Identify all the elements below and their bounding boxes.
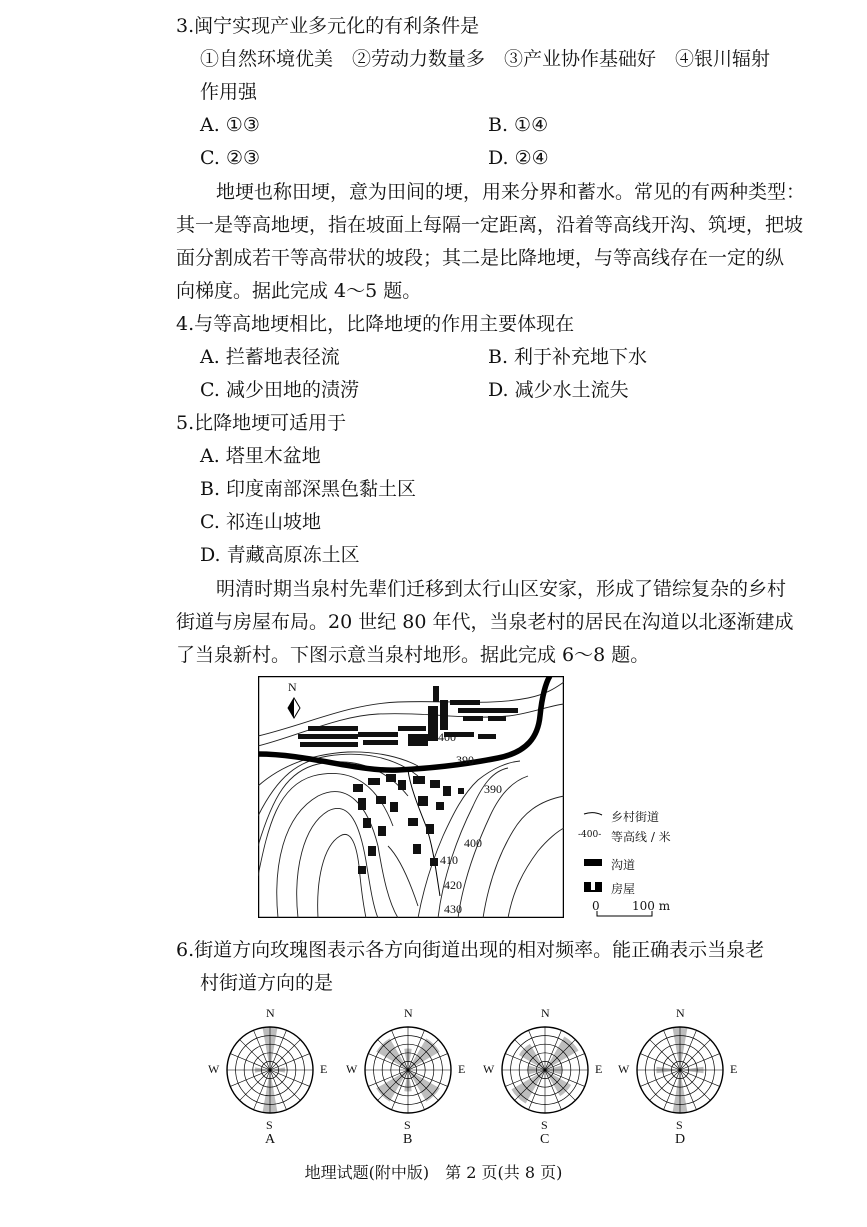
rose-c-s-label: S <box>541 1118 548 1132</box>
rose-c-e-label: E <box>595 1062 603 1076</box>
q5-option-a[interactable]: A. 塔里木盆地 <box>200 445 321 467</box>
q5-option-b[interactable]: B. 印度南部深黑色黏土区 <box>200 478 417 500</box>
rose-c-n-label: N <box>541 1006 550 1020</box>
rose-option-c[interactable]: C <box>540 1132 550 1147</box>
q4-option-a[interactable]: A. 拦蓄地表径流 <box>200 346 340 368</box>
rose-b-s-label: S <box>404 1118 411 1132</box>
q3-option-a[interactable]: A. ①③ <box>200 114 260 136</box>
passage2-line1: 明清时期当泉村先辈们迁移到太行山区安家，形成了错综复杂的乡村 <box>216 578 787 600</box>
scale-zero: 0 <box>592 899 600 913</box>
passage1-line2: 其一是等高地埂，指在坡面上每隔一定距离，沿着等高线开沟、筑埂，把坡 <box>176 214 804 236</box>
passage2-line2: 街道与房屋布局。20 世纪 80 年代，当泉老村的居民在沟道以北逐渐建成 <box>176 611 794 633</box>
q3-items-line2: 作用强 <box>200 81 258 103</box>
q6-stem-line1: 6.街道方向玫瑰图表示各方向街道出现的相对频率。能正确表示当泉老 <box>176 939 765 961</box>
rose-d-w-label: W <box>618 1062 630 1076</box>
legend-contour-sample: -400- <box>578 830 602 840</box>
q4-option-b[interactable]: B. 利于补充地下水 <box>488 346 648 368</box>
scale-value: 100 m <box>632 899 671 913</box>
rose-b-w-label: W <box>346 1062 358 1076</box>
legend-street-icon <box>584 813 602 815</box>
rose-a-s-label: S <box>266 1118 273 1132</box>
contour-label-420: 420 <box>444 878 462 892</box>
q3-items-line1: ①自然环境优美 ②劳动力数量多 ③产业协作基础好 ④银川辐射 <box>200 48 771 70</box>
q3-option-b[interactable]: B. ①④ <box>488 114 549 136</box>
passage2-line3: 了当泉新村。下图示意当泉村地形。据此完成 6～8 题。 <box>176 644 650 666</box>
rose-d-n-label: N <box>676 1006 685 1020</box>
legend-street-label: 乡村街道 <box>611 810 660 824</box>
contour-label-390: 390 <box>456 753 474 767</box>
q5-option-d[interactable]: D. 青藏高原冻土区 <box>200 544 360 566</box>
rose-a-n-label: N <box>266 1006 275 1020</box>
legend-house-icon <box>584 882 602 892</box>
q5-stem: 5.比降地埂可适用于 <box>176 412 347 434</box>
q4-option-d[interactable]: D. 减少水土流失 <box>488 379 629 401</box>
q4-option-c[interactable]: C. 减少田地的渍涝 <box>200 379 359 401</box>
passage1-line3: 面分割成若干等高带状的坡段；其二是比降地埂，与等高线存在一定的纵 <box>176 247 785 269</box>
contour-label-400-b: 400 <box>464 836 482 850</box>
q6-stem-line2: 村街道方向的是 <box>200 972 334 994</box>
rose-b-n-label: N <box>404 1006 413 1020</box>
q3-option-c[interactable]: C. ②③ <box>200 147 261 169</box>
rose-a-w-label: W <box>208 1062 220 1076</box>
rose-d-s-label: S <box>676 1118 683 1132</box>
contour-label-390-b: 390 <box>484 782 502 796</box>
terrain-map-svg <box>258 676 564 918</box>
rose-svg-d <box>630 1020 730 1120</box>
contour-label-400: 400 <box>438 730 456 744</box>
passage1-line4: 向梯度。据此完成 4～5 题。 <box>176 280 422 302</box>
rose-c-w-label: W <box>483 1062 495 1076</box>
legend-gully-label: 沟道 <box>611 858 636 872</box>
legend-contour-label: 等高线 / 米 <box>611 830 671 844</box>
page-footer: 地理试题(附中版) 第 2 页(共 8 页) <box>304 1163 563 1182</box>
map-north-label: N <box>288 680 297 694</box>
passage1-line1: 地埂也称田埂，意为田间的埂，用来分界和蓄水。常见的有两种类型： <box>216 181 806 203</box>
legend-gully-icon <box>584 859 602 866</box>
q5-option-c[interactable]: C. 祁连山坡地 <box>200 511 321 533</box>
rose-svg-c <box>495 1020 595 1120</box>
rose-b-e-label: E <box>458 1062 466 1076</box>
rose-a-e-label: E <box>320 1062 328 1076</box>
contour-label-410: 410 <box>440 853 458 867</box>
rose-option-a[interactable]: A <box>265 1132 276 1147</box>
rose-option-b[interactable]: B <box>403 1132 413 1147</box>
q4-stem: 4.与等高地埂相比，比降地埂的作用主要体现在 <box>176 313 575 335</box>
legend-symbols <box>582 806 606 906</box>
q3-stem: 3.闽宁实现产业多元化的有利条件是 <box>176 15 480 37</box>
contour-label-430: 430 <box>444 902 462 916</box>
q3-option-d[interactable]: D. ②④ <box>488 147 549 169</box>
legend-house-label: 房屋 <box>611 882 636 896</box>
rose-svg-a <box>220 1020 320 1120</box>
rose-option-d[interactable]: D <box>675 1132 686 1147</box>
rose-d-e-label: E <box>730 1062 738 1076</box>
terrain-map <box>258 676 564 918</box>
rose-svg-b <box>358 1020 458 1120</box>
